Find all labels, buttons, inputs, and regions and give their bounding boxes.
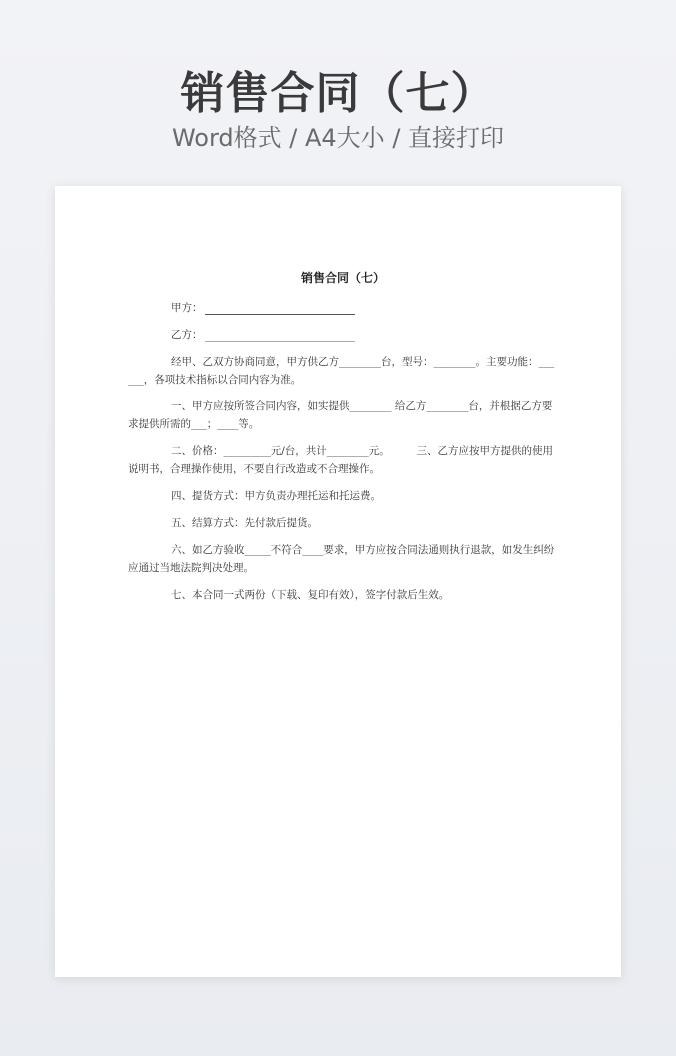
paragraph-clause-7: 七、本合同一式两份（下载、复印有效），签字付款后生效。 (171, 589, 450, 601)
paragraph-clause-2-3: 二、价格：_________元/台，共计________元。 三、乙方应按甲方提供的使用说明书，合理操作使用，不要自行改造或不合理操作。 (128, 445, 553, 475)
paragraph-clause-4: 四、提货方式：甲方负责办理托运和托运费。 (171, 490, 381, 502)
document-page (55, 186, 621, 977)
paragraph-clause-6: 六、如乙方验收_____不符合____要求，甲方应按合同法通则执行退款，如发生纠纷应通过当地法院判决处理。 (128, 544, 555, 574)
party-a-blank (205, 303, 355, 315)
banner-title: 销售合同（七） (180, 68, 496, 119)
party-b-blank (205, 330, 355, 342)
paragraph-clause-1: 一、甲方应按所签合同内容，如实提供________ 给乙方________台，并根据乙方要求提供所需的___；____等。 (128, 400, 553, 430)
party-a-label: 甲方： (171, 302, 203, 314)
party-b-label: 乙方： (171, 329, 203, 341)
banner-subtitle: Word格式 / A4大小 / 直接打印 (171, 124, 505, 152)
party-a-field (171, 300, 355, 315)
document-title: 销售合同（七） (300, 271, 385, 285)
paragraph-intro: 经甲、乙双方协商同意，甲方供乙方________台，型号：________。主要功能：______，各项技术指标以合同内容为准。 (128, 356, 555, 386)
paragraph-clause-5: 五、结算方式：先付款后提货。 (171, 517, 318, 529)
party-b-field (171, 327, 355, 342)
